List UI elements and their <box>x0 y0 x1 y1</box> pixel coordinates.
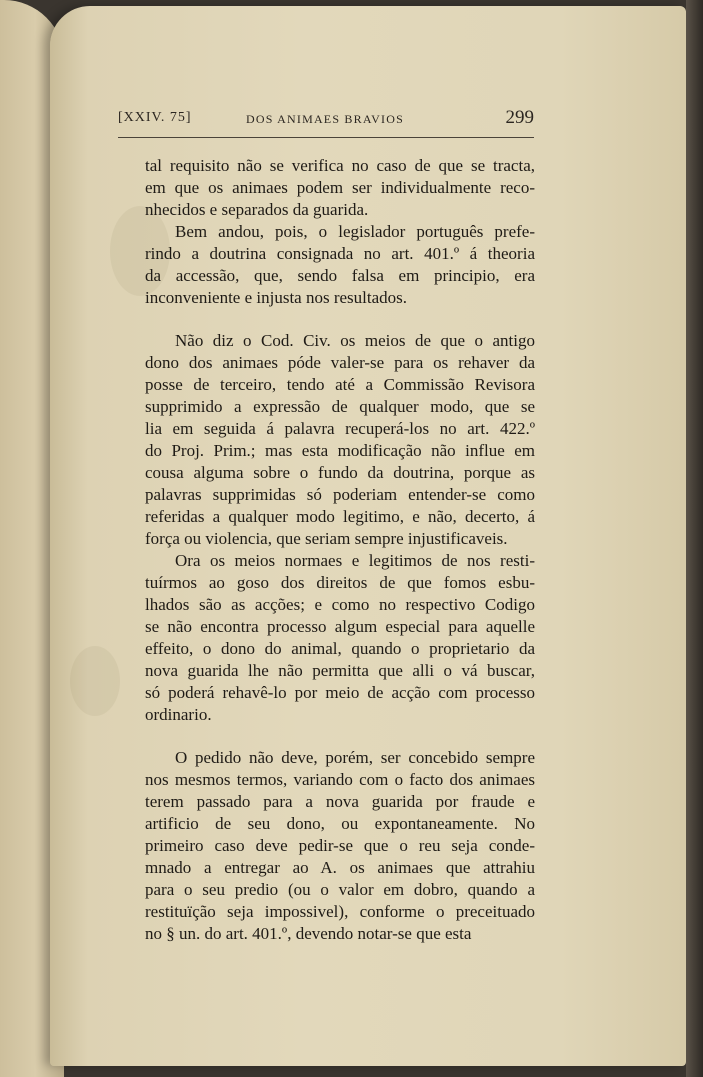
text-line: cousa alguma sobre o fundo da doutrina, porque as <box>145 463 535 482</box>
text-line: terem passado para a nova guarida por fraude e <box>145 792 535 811</box>
text-line: em que os animaes podem ser individualmente reco- <box>145 178 535 197</box>
text-line: nova guarida lhe não permitta que alli o vá buscar, <box>145 661 535 680</box>
text-line: só poderá rehavê-lo por meio de acção com processo <box>145 683 535 702</box>
paragraph <box>145 330 535 550</box>
text-line: lia em seguida á palavra recuperá-los no art. 422.º <box>145 419 535 438</box>
text-line: palavras supprimidas só poderiam entender-se como <box>145 485 535 504</box>
text-line: no § un. do art. 401.º, devendo notar-se que esta <box>145 924 472 943</box>
paragraph <box>145 221 535 309</box>
text-line: ordinario. <box>145 705 212 724</box>
paragraph <box>145 155 535 221</box>
paragraph-gap <box>145 726 535 747</box>
text-line: tuírmos ao goso dos direitos de que fomos esbu- <box>145 573 535 592</box>
text-line: da accessão, que, sendo falsa em principio, era <box>145 266 535 285</box>
paragraph <box>145 747 535 945</box>
text-line: inconveniente e injusta nos resultados. <box>145 288 408 307</box>
header-rule <box>118 137 534 138</box>
paragraph <box>145 550 535 726</box>
text-line: artificio de seu dono, ou expontaneamente. No <box>145 814 535 833</box>
text-line: Bem andou, pois, o legislador português prefe- <box>175 222 535 241</box>
text-line: nos mesmos termos, variando com o facto dos animaes <box>145 770 535 789</box>
page-stack-edge <box>686 0 703 1077</box>
text-line: Não diz o Cod. Civ. os meios de que o antigo <box>175 331 535 350</box>
text-line: primeiro caso deve pedir-se que o reu seja conde- <box>145 836 535 855</box>
text-line: referidas a qualquer modo legitimo, e não, decerto, á <box>145 507 535 526</box>
text-line: O pedido não deve, porém, ser concebido sempre <box>175 748 535 767</box>
text-line: dono dos animaes póde valer-se para os rehaver da <box>145 353 535 372</box>
text-line: restituïção seja impossivel), conforme o preceituado <box>145 902 535 921</box>
text-line: se não encontra processo algum especial para aquelle <box>145 617 535 636</box>
text-line: força ou violencia, que seriam sempre injustificaveis. <box>145 529 508 548</box>
text-line: mnado a entregar ao A. os animaes que attrahiu <box>145 858 535 877</box>
text-line: effeito, o dono do animal, quando o proprietario da <box>145 639 535 658</box>
section-reference: [XXIV. 75] <box>118 110 192 125</box>
running-title: DOS ANIMAES BRAVIOS <box>246 112 404 126</box>
page-number: 299 <box>505 107 534 128</box>
body-text <box>145 155 535 945</box>
text-line: lhados são as acções; e como no respectivo Codigo <box>145 595 535 614</box>
text-line: para o seu predio (ou o valor em dobro, quando a <box>145 880 535 899</box>
text-line: do Proj. Prim.; mas esta modificação não influe em <box>145 441 535 460</box>
running-header <box>118 106 534 132</box>
text-line: supprimido a expressão de qualquer modo, que se <box>145 397 535 416</box>
paper-stain <box>70 646 120 716</box>
text-line: Ora os meios normaes e legitimos de nos resti- <box>175 551 535 570</box>
paragraph-gap <box>145 309 535 330</box>
text-line: rindo a doutrina consignada no art. 401.º á theoria <box>145 244 535 263</box>
text-line: nhecidos e separados da guarida. <box>145 200 369 219</box>
text-line: tal requisito não se verifica no caso de que se tracta, <box>145 156 535 175</box>
text-line: posse de terceiro, tendo até a Commissão Revisora <box>145 375 535 394</box>
